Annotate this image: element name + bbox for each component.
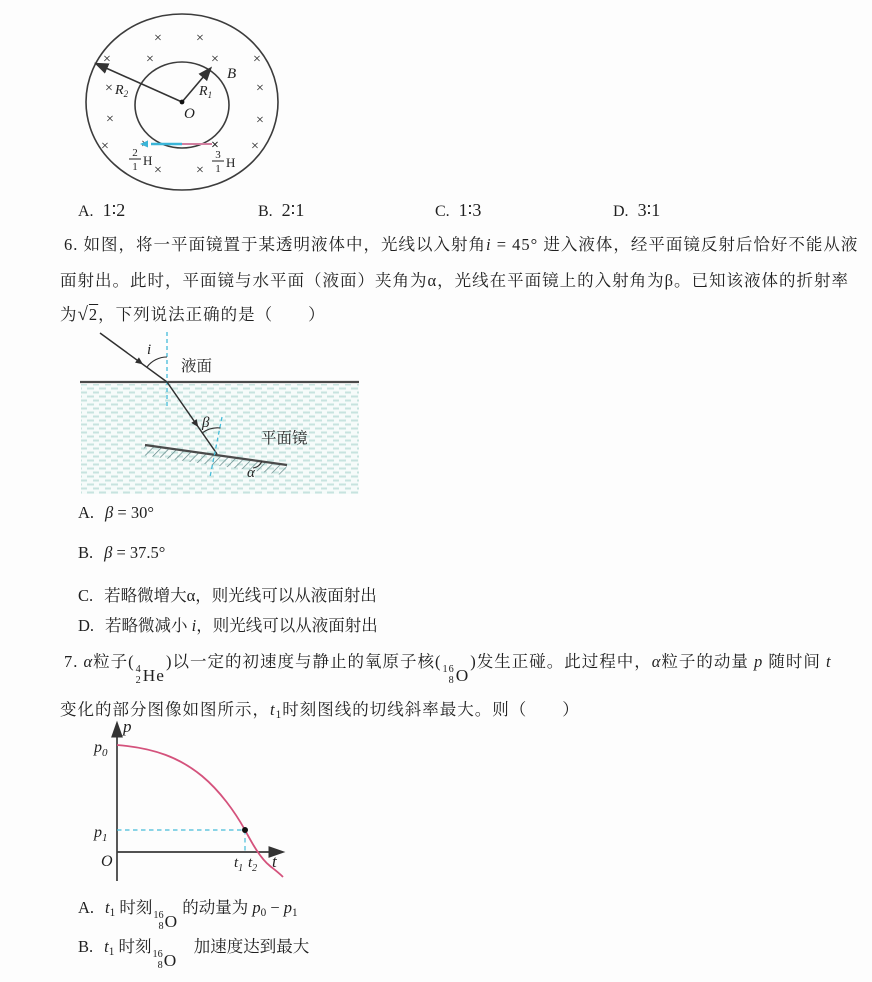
field-into-page-icon: × bbox=[106, 112, 114, 127]
label-origin: O bbox=[101, 853, 113, 870]
option-value: 1∶2 bbox=[102, 200, 126, 220]
liquid-region bbox=[81, 384, 359, 494]
option-c bbox=[435, 200, 481, 221]
question-7-line-2: 变化的部分图像如图所示，t1时刻图线的切线斜率最大。则（ ） bbox=[60, 700, 580, 722]
question-6-line-3: 为√2，下列说法正确的是（ ） bbox=[60, 304, 326, 325]
option-d bbox=[613, 200, 660, 221]
question-6-line-1: 6. 如图，将一平面镜置于某透明液体中，光线以入射角i = 45° 进入液体，经平面镜反射后恰好不能从液 bbox=[64, 235, 859, 254]
field-into-page-icon: × bbox=[253, 52, 261, 67]
label-tritium bbox=[212, 149, 235, 175]
field-into-page-icon: × bbox=[105, 81, 113, 96]
label-r2: $R_2$ bbox=[115, 83, 129, 99]
label-angle-beta: β bbox=[202, 415, 210, 431]
field-into-page-icon: × bbox=[103, 52, 111, 67]
t1-point-dot bbox=[242, 827, 248, 833]
label-p0: $p_0$ bbox=[94, 739, 108, 759]
svg-text:1: 1 bbox=[132, 161, 138, 173]
option-letter: C. bbox=[435, 203, 450, 220]
label-angle-alpha: α bbox=[247, 465, 255, 481]
label-r1: $R_1$ bbox=[199, 84, 213, 100]
optics-figure bbox=[75, 330, 367, 497]
option-letter: D. bbox=[613, 203, 629, 220]
q6-option-d: D. 若略微减小 i，则光线可以从液面射出 bbox=[78, 616, 378, 635]
label-t-axis: t bbox=[272, 852, 277, 871]
svg-text:2: 2 bbox=[132, 147, 138, 159]
field-into-page-icon: × bbox=[101, 139, 109, 154]
option-value: 1∶3 bbox=[458, 200, 482, 220]
svg-text:1: 1 bbox=[215, 163, 221, 175]
field-into-page-icon: × bbox=[196, 31, 204, 46]
option-letter: B. bbox=[258, 203, 273, 220]
label-b-field: B bbox=[227, 66, 237, 82]
option-value: 3∶1 bbox=[637, 200, 661, 220]
q6-option-b: B. β = 37.5° bbox=[78, 543, 166, 562]
inner-circle bbox=[135, 62, 229, 148]
option-b bbox=[258, 200, 304, 221]
magnetic-field-figure bbox=[75, 3, 295, 198]
q7-option-b: B. t1 时刻 16 8 O 加速度达到最大 bbox=[78, 937, 310, 971]
field-into-page-icon: × bbox=[256, 81, 264, 96]
field-into-page-icon: × bbox=[154, 163, 162, 178]
label-p1: $p_1$ bbox=[94, 824, 108, 844]
field-into-page-icon: × bbox=[154, 31, 162, 46]
label-t2: $t_2$ bbox=[248, 855, 258, 874]
option-letter: A. bbox=[78, 203, 94, 220]
field-cross-group bbox=[101, 31, 264, 178]
svg-text:H: H bbox=[226, 155, 236, 170]
tritium-cross-icon: × bbox=[211, 138, 219, 153]
center-dot bbox=[180, 100, 185, 105]
field-into-page-icon: × bbox=[251, 139, 259, 154]
label-t1: $t_1$ bbox=[234, 855, 244, 874]
field-into-page-icon: × bbox=[196, 163, 204, 178]
field-into-page-icon: × bbox=[256, 113, 264, 128]
field-into-page-icon: × bbox=[211, 52, 219, 67]
incident-ray bbox=[100, 333, 167, 382]
svg-text:3: 3 bbox=[215, 149, 221, 161]
q6-option-a: A. β = 30° bbox=[78, 503, 154, 522]
label-angle-i: i bbox=[147, 342, 152, 358]
momentum-curve bbox=[117, 745, 283, 877]
label-p-axis: p bbox=[123, 718, 132, 736]
q7-option-a: A. t1 时刻 16 8 O 的动量为 p0 − p1 bbox=[78, 898, 298, 932]
q6-option-c: C. 若略微增大α，则光线可以从液面射出 bbox=[78, 586, 377, 605]
question-7-line-1: 7. α粒子( 4 2 He )以一定的初速度与静止的氧原子核( 16 8 O )发生正碰。此过程中，α粒子的动量 p 随时间 t bbox=[64, 652, 832, 686]
field-into-page-icon: × bbox=[146, 52, 154, 67]
label-origin: O bbox=[184, 106, 195, 122]
momentum-time-graph bbox=[70, 718, 302, 890]
svg-text:H: H bbox=[143, 153, 153, 168]
label-liquid-surface: 液面 bbox=[181, 358, 213, 375]
angle-i-arc bbox=[147, 357, 167, 367]
question-6-line-2: 面射出。此时，平面镜与水平面（液面）夹角为α，光线在平面镜上的入射角为β。已知该液体的折射率 bbox=[60, 271, 850, 290]
option-value: 2∶1 bbox=[281, 200, 305, 220]
label-plane-mirror: 平面镜 bbox=[261, 430, 308, 447]
option-a bbox=[78, 200, 125, 221]
